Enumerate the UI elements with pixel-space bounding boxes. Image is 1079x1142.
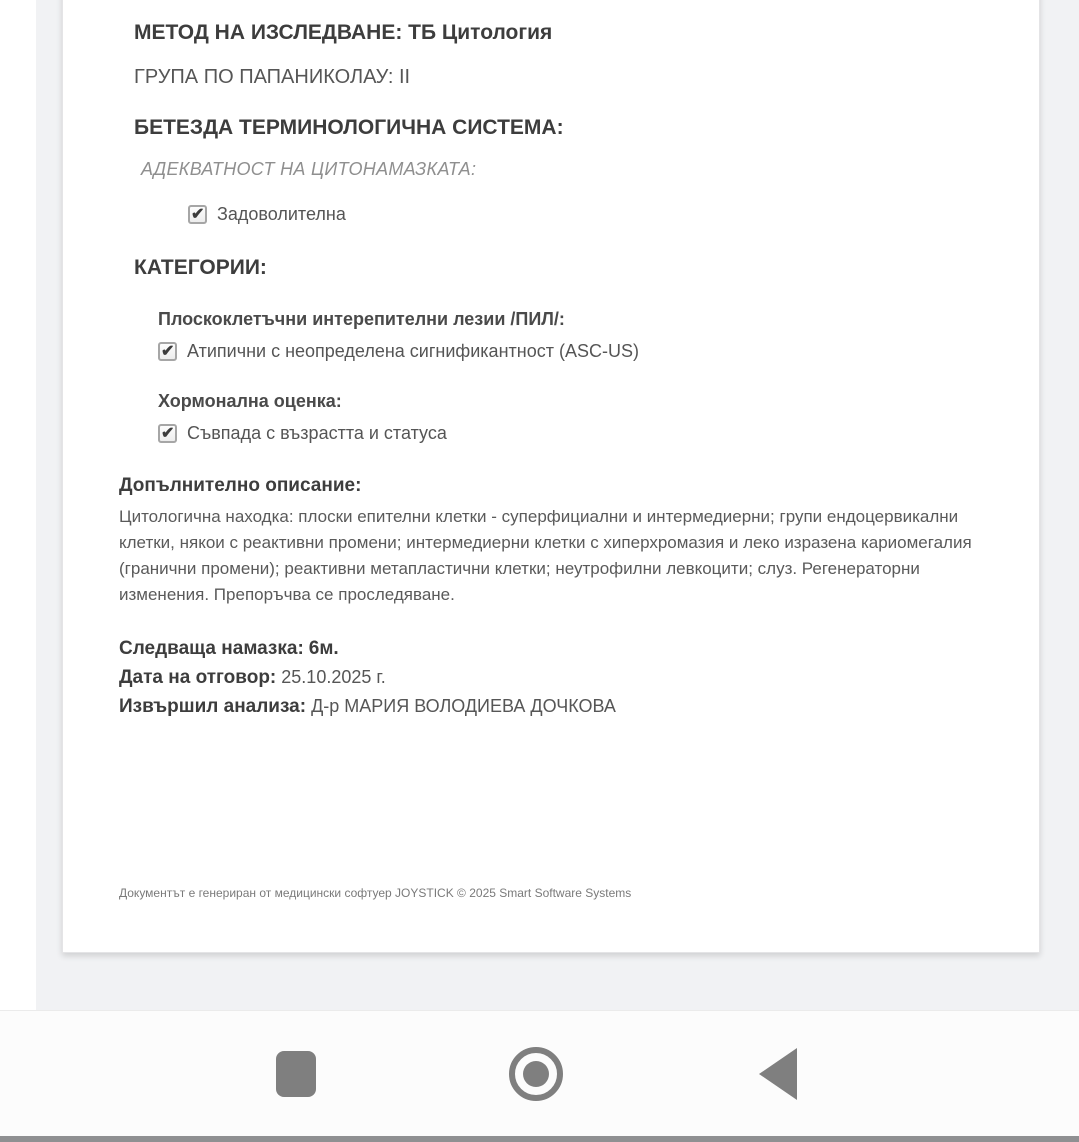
- android-nav-bar: [0, 1010, 1079, 1136]
- method-heading: МЕТОД НА ИЗСЛЕДВАНЕ: ТБ Цитология: [134, 21, 553, 44]
- analyst-label: Извършил анализа:: [119, 696, 307, 717]
- response-date-line: [119, 663, 999, 692]
- checkbox-icon[interactable]: [158, 424, 177, 443]
- category-group-pil: [158, 309, 999, 362]
- categories-heading: КАТЕГОРИИ:: [134, 256, 267, 279]
- report-content: [63, 0, 1039, 721]
- back-button[interactable]: [718, 1011, 838, 1137]
- screen-edge-bar: [0, 1136, 1079, 1142]
- category-checkbox-label: Съвпада с възрастта и статуса: [187, 423, 447, 443]
- next-smear-line: [119, 634, 999, 663]
- recents-button[interactable]: [236, 1011, 356, 1137]
- additional-description-text: Цитологична находка: плоски епителни клетки - суперфициални и интермедиерни; групи ендоцервикални клетки, някои с реактивни промени; интермедиерни клетки с хиперхромазия и леко изразена кариомегалия (гранични промени); реактивни метапластични клетки; неутрофилни левкоцити; слуз. Регенераторни изменения. Препоръчва се проследяване.: [119, 507, 972, 604]
- medical-report-card: [62, 0, 1040, 953]
- analyst-value: Д-р МАРИЯ ВОЛОДИЕВА ДОЧКОВА: [311, 696, 616, 716]
- response-date-label: Дата на отговор:: [119, 667, 277, 688]
- category-checkbox-row: [158, 423, 999, 444]
- home-icon-dot: [523, 1061, 549, 1087]
- category-group-title: Плоскоклетъчни интерепителни лезии /ПИЛ/:: [158, 309, 565, 329]
- recents-icon: [276, 1051, 316, 1097]
- next-smear-label: Следваща намазка:: [119, 638, 304, 659]
- home-button[interactable]: [476, 1011, 596, 1137]
- document-footer: Документът е генериран от медицински софтуер JOYSTICK © 2025 Smart Software Systems: [119, 886, 632, 900]
- additional-description-heading: Допълнително описание:: [119, 475, 362, 496]
- next-smear-value: 6м.: [308, 638, 339, 659]
- category-checkbox-row: [158, 341, 999, 362]
- pap-group-line: ГРУПА ПО ПАПАНИКОЛАУ: II: [134, 66, 411, 88]
- analyst-line: [119, 692, 999, 721]
- response-date-value: 25.10.2025 г.: [281, 667, 386, 687]
- checkbox-icon[interactable]: [158, 342, 177, 361]
- category-group-hormonal: [158, 391, 999, 444]
- adequacy-checkbox-label: Задоволителна: [217, 204, 346, 224]
- checkbox-icon[interactable]: [188, 205, 207, 224]
- adequacy-checkbox-row: [188, 204, 999, 225]
- category-group-title: Хормонална оценка:: [158, 391, 342, 411]
- home-icon: [509, 1047, 563, 1101]
- back-icon: [759, 1048, 797, 1100]
- category-checkbox-label: Атипични с неопределена сигнификантност (ASC-US): [187, 341, 639, 361]
- bethesda-heading: БЕТЕЗДА ТЕРМИНОЛОГИЧНА СИСТЕМА:: [134, 116, 564, 139]
- adequacy-label: АДЕКВАТНОСТ НА ЦИТОНАМАЗКАТА:: [141, 159, 477, 179]
